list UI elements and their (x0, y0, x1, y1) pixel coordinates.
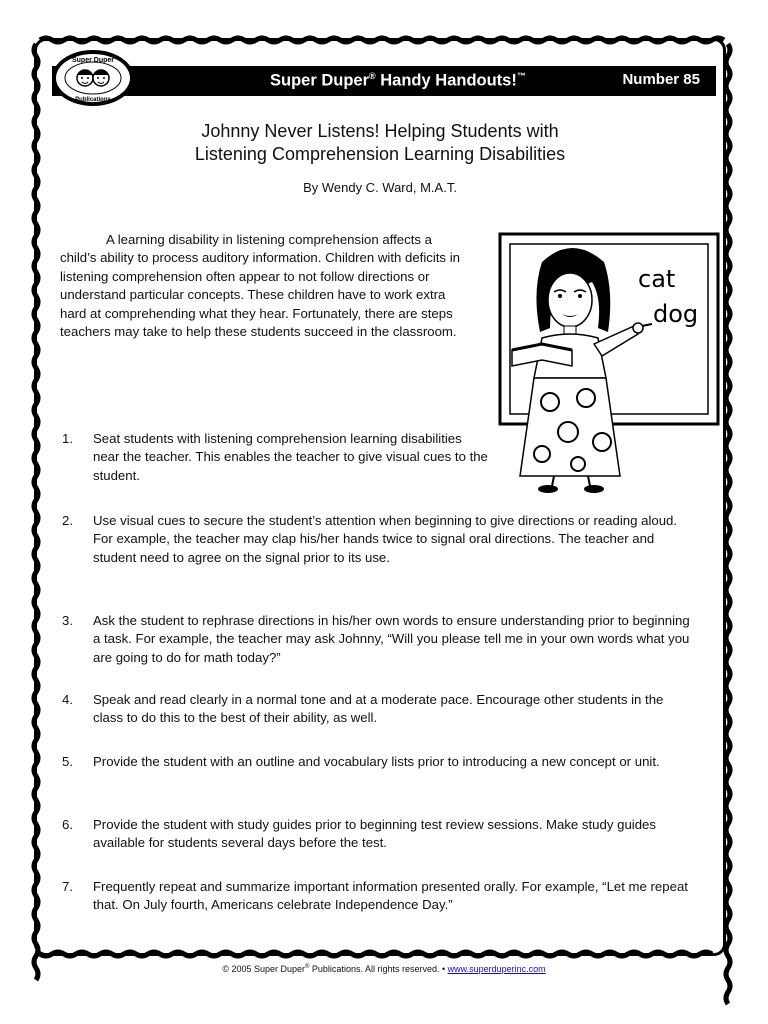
list-number: 5. (62, 754, 73, 769)
teacher-illustration (498, 232, 720, 494)
list-number: 6. (62, 817, 73, 832)
list-text: Seat students with listening comprehension learning disabilities near the teacher. This enables the teacher to give visual cues to the student. (93, 431, 488, 483)
brand-name: Super Duper (270, 71, 370, 90)
header-bar (52, 66, 716, 96)
list-number: 4. (62, 692, 73, 707)
header-title (270, 71, 526, 91)
copyright-suffix: Publications. All rights reserved. • (309, 964, 448, 974)
logo-text-bottom: Publications (75, 97, 111, 103)
handout-number: Number 85 (622, 71, 700, 88)
list-number: 7. (62, 879, 73, 894)
page-title (60, 120, 700, 166)
copyright-prefix: © 2005 Super Duper (222, 964, 305, 974)
list-text: Frequently repeat and summarize important information presented orally. For example, “Let me repeat that. On July fourth, Americans celebrate Independence Day.” (93, 879, 688, 913)
footer (0, 964, 768, 974)
trademark-mark: ™ (516, 71, 526, 81)
list-text: Provide the student with study guides prior to beginning test review sessions. Make study guides available for students several days before the test. (93, 817, 656, 851)
list-text: Speak and read clearly in a normal tone and at a moderate pace. Encourage other students in the class to do this to the best of their ability, as well. (93, 692, 664, 726)
title-line-1: Johnny Never Listens! Helping Students with (201, 121, 559, 141)
registered-mark: ® (369, 71, 376, 81)
board-word-cat: cat (638, 265, 676, 293)
footer-registered-mark: ® (305, 964, 310, 970)
list-number: 2. (62, 513, 73, 528)
super-duper-logo (50, 48, 136, 108)
byline: By Wendy C. Ward, M.A.T. (303, 180, 457, 195)
list-number: 1. (62, 431, 73, 446)
board-word-dog: dog (653, 300, 699, 328)
list-text: Provide the student with an outline and vocabulary lists prior to introducing a new concept or unit. (93, 754, 660, 769)
intro-paragraph: A learning disability in listening comprehension affects a child’s ability to process auditory information. Children with deficits in listening comprehension often appear to not follow directions or understand particular concepts. These children have to work extra hard at comprehending what they hear. Fortunately, there are steps teachers may take to help these students succeed in the classroom. (60, 232, 460, 340)
list-number: 3. (62, 613, 73, 628)
website-link[interactable]: www.superduperinc.com (447, 964, 546, 974)
title-line-2: Listening Comprehension Learning Disabilities (194, 144, 566, 164)
logo-text-top: Super Duper (71, 57, 115, 64)
list-text: Ask the student to rephrase directions in his/her own words to ensure understanding prior to beginning a task. For example, the teacher may ask Johnny, “Will you please tell me in your own words what you are going to do for math today?” (93, 613, 690, 665)
series-name: Handy Handouts! (380, 71, 517, 90)
list-text: Use visual cues to secure the student’s attention when beginning to give directions or reading aloud. For example, the teacher may clap his/her hands twice to signal oral directions. The teacher and student need to agree on the signal prior to its use. (93, 513, 678, 565)
